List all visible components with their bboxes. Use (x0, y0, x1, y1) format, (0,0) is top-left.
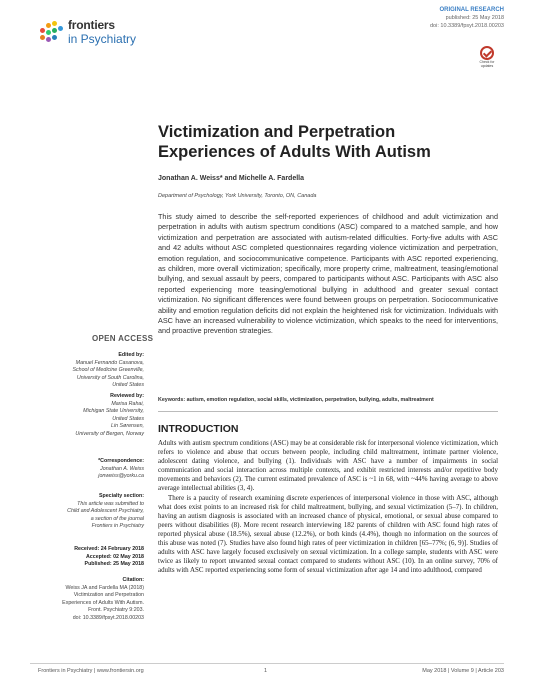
specialty-section (30, 493, 144, 531)
correspondence-email[interactable]: jonweiss@yorku.ca (98, 473, 144, 480)
citation-heading: Citation: (122, 577, 144, 583)
accepted-date: Accepted: 02 May 2018 (85, 553, 144, 560)
frontiers-dots-icon (38, 20, 64, 46)
specialty-heading: Specialty section: (98, 493, 144, 499)
correspondence (30, 458, 144, 481)
badge-label-2: updates (480, 64, 494, 68)
footer-divider (30, 663, 504, 664)
divider (158, 411, 498, 412)
journal-logo (38, 18, 158, 48)
reviewer-line: University of Bergen, Norway (75, 430, 144, 437)
citation (30, 577, 144, 623)
footer-journal-link[interactable]: Frontiers in Psychiatry | www.frontiersin.org (38, 668, 144, 674)
reviewer-line: Lin Sørensen, (111, 423, 144, 430)
title-line-1: Victimization and Perpetration (158, 123, 396, 141)
reviewer-line: Michigan State University, (83, 408, 144, 415)
page-number: 1 (264, 668, 268, 674)
check-for-updates-badge[interactable] (476, 46, 498, 70)
body-text (158, 439, 498, 575)
correspondence-name: Jonathan A. Weiss (100, 465, 144, 472)
received-date: Received: 24 February 2018 (74, 546, 144, 552)
affiliation: Department of Psychology, York University, Toronto, ON, Canada (158, 193, 317, 199)
edited-by (30, 352, 144, 390)
reviewer-line: Marisa Rahai, (111, 400, 144, 407)
citation-line: Weiss JA and Fardella MA (2018) (65, 584, 144, 591)
footer-volume-info: May 2018 | Volume 9 | Article 203 (422, 668, 504, 674)
specialty-line: Child and Adolescent Psychiatry, (67, 508, 144, 515)
citation-line: Experiences of Adults With Autism. (62, 599, 144, 606)
specialty-line: Frontiers in Psychiatry (91, 523, 144, 530)
check-icon (480, 46, 494, 60)
reviewed-by-heading: Reviewed by: (110, 393, 144, 399)
published-date-side: Published: 25 May 2018 (84, 561, 144, 568)
correspondence-heading: *Correspondence: (98, 458, 144, 464)
editor-line: United States (112, 382, 144, 389)
reviewer-line: United States (112, 415, 144, 422)
citation-line: doi: 10.3389/fpsyt.2018.00203 (72, 614, 144, 621)
specialty-line: This article was submitted to (77, 500, 144, 507)
article-title (158, 122, 488, 162)
brand-name: frontiers (68, 18, 115, 32)
editor-line: Manuel Fernando Casanova, (75, 359, 144, 366)
published-date: published: 25 May 2018 (445, 15, 504, 21)
paragraph: There is a paucity of research examining discrete experiences of interpersonal violence in those with ASC, although what does exist points to an increased risk for child maltreatment, bullying, and sexual victimization (5–7). In children, having an autism diagnosis is associated with an increased chance of physical, emotional, or sexual abuse compared to peers without disabilities (8). More recent research interviewing 182 parents of children with ASC found high rates of reported physical abuse (18.5%), sexual abuse (12.2%), or both kinds (4.4%), though no information on the sources of this abuse was noted (7). Studies have also found high rates of peer victimization in children [65–77%; (6, 9)]. Studies of adults with ASC have largely focused exclusively on sexual victimization. In a college sample, students with ASC were twice as likely to report unwanted sexual contact compared to students without ASC (10). In an online survey, 70% of adults with ASC reported experiencing some form of sexual victimization after age 14 and into adulthood, compared (158, 493, 498, 575)
citation-line: Victimization and Perpetration (73, 592, 144, 599)
title-line-2: Experiences of Adults With Autism (158, 143, 431, 161)
badge-label-1: Check for (479, 60, 495, 64)
keywords (158, 397, 498, 403)
paragraph: Adults with autism spectrum conditions (ASC) may be at considerable risk for interpersonal violence victimization, which refers to violence and abuse that occurs between people, including child maltreatment, intimate partner violence, adolescent dating violence, and bullying (1). Individuals with ASC have a number of impairments in social communication and social interaction across multiple contexts, and exhibit restricted interests and/or repetitive body movements and behaviors (2). The current estimated prevalence of ASC is ~1 in 68, with ~44% having average to above average intellectual abilities (3, 4). (158, 439, 498, 493)
open-access-label: OPEN ACCESS (92, 334, 154, 343)
dates (30, 546, 144, 569)
authors: Jonathan A. Weiss* and Michelle A. Fardella (158, 175, 305, 182)
doi-link[interactable]: doi: 10.3389/fpsyt.2018.00203 (429, 23, 504, 29)
section-heading-introduction: INTRODUCTION (158, 423, 239, 435)
specialty-line: a section of the journal (90, 515, 144, 522)
journal-name: in Psychiatry (68, 32, 137, 46)
article-meta (430, 6, 504, 30)
abstract: This study aimed to describe the self-reported experiences of childhood and adult victimization and perpetration in adults with autism spectrum conditions (ASC) compared to a matched sample, and how victimization and perpetration are associated with autism-related difficulties. Forty-five adults with ASC and 42 adults without ASC completed questionnaires regarding violence victimization and perpetration, emotion regulation, and sociocommunicative competence. Participants with ASC reported experiencing, as children, more overall victimization; specifically, more property crime, maltreatment, teasing/emotional bullying, and sexual assault by peers, compared to participants without ASC. Participants with ASC also reported experiencing more teasing/emotional bullying in adulthood and greater sexual contact victimization. No significant differences were found between groups on perpetration. Sociocommunicative ability and emotion regulation deficits did not explain the heightened risk for victimization. Individuals with ASC have an increased vulnerability to violence victimization, which speaks to the need for interventions, and proactive prevention strategies. (158, 212, 498, 336)
editor-line: University of South Carolina, (76, 374, 144, 381)
edited-by-heading: Edited by: (118, 352, 144, 358)
citation-line: Front. Psychiatry 9:203. (88, 607, 144, 614)
keywords-list: autism, emotion regulation, social skills, victimization, perpetration, bullying, adults, maltreatment (186, 397, 434, 403)
editor-line: School of Medicine Greenville, (72, 367, 144, 374)
article-type: ORIGINAL RESEARCH (439, 7, 504, 13)
reviewed-by (30, 393, 144, 439)
keywords-label: Keywords: (158, 397, 186, 403)
